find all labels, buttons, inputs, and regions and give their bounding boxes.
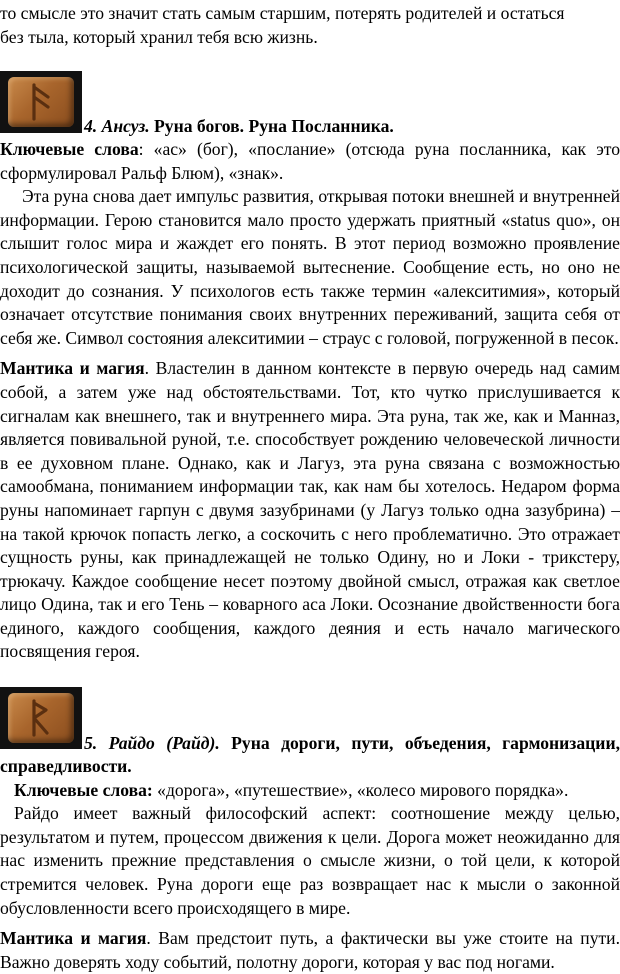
section-4-magic-paragraph: [0, 357, 620, 664]
raido-rune-icon: [0, 687, 82, 749]
section-4-magic-label: Мантика и магия: [0, 358, 145, 379]
section-5-magic-paragraph: [0, 927, 620, 974]
section-5-magic-label: Мантика и магия: [0, 928, 147, 949]
section-4-number-title: 4. Ансуз.: [84, 116, 150, 136]
section-4-keywords: [0, 138, 620, 185]
intro-line-1: то смысле это значит стать самым старшим, потерять родителей и остаться: [0, 3, 565, 23]
section-4-body: [0, 138, 620, 664]
section-5-number-title: 5. Райдо (Райд).: [84, 733, 220, 753]
section-5-subtitle-line-2: справедливости.: [0, 756, 132, 776]
section-4-keywords-text: : «ас» (бог), «послание» (отсюда руна посланника, как это сформулировал Ральф Блюм), «знак».: [0, 139, 620, 183]
section-5-keywords: [0, 779, 620, 803]
section-5-heading: [84, 732, 620, 756]
section-5-subtitle-line-1: Руна дороги, пути, объедения, гармонизации,: [219, 733, 620, 753]
section-5-magic-text: . Вам предстоит путь, а фактически вы уже стоите на пути. Важно доверять ходу событий, полотну дороги, которая у вас под ногами.: [0, 928, 620, 972]
ansuz-rune-icon: [0, 71, 82, 133]
section-4-keywords-label: Ключевые слова: [0, 139, 139, 159]
intro-line-2: без тыла, который хранил тебя всю жизнь.: [0, 26, 318, 47]
section-5-body: [0, 755, 620, 974]
intro-paragraph: [0, 2, 620, 49]
section-4-subtitle: Руна богов. Руна Посланника.: [149, 116, 394, 136]
section-4-paragraph-1: Эта руна снова дает импульс развития, открывая потоки внешней и внутренней информации. Герою становится мало просто удержать приятный «status quo», он слышит голос мира и жаждет его понять. В этот период возможно проявление психологической защиты, называемой вытеснение. Сообщение есть, но оно не доходит до сознания. У психологов есть также термин «алекситимия», который означает отсутствие понимания своих внутренних переживаний, защита себя от себя же. Символ состояния алекситимии – страус с головой, погруженной в песок.: [0, 186, 620, 348]
section-5-paragraph-1: Райдо имеет важный философский аспект: соотношение между целью, результатом и путем, процессом движения к цели. Дорога может неожиданно для нас изменить прежние представления о смысле жизни, о той цели, к которой стремится человек. Руна дороги еще раз возвращает нас к мысли о законной обусловленности всего происходящего в мире.: [0, 803, 620, 918]
section-5-keywords-text: «дорога», «путешествие», «колесо мирового порядка».: [152, 779, 569, 800]
section-5-keywords-label: Ключевые слова:: [14, 779, 153, 800]
section-4-heading: [84, 115, 394, 139]
section-4-magic-text: . Властелин в данном контексте в первую очередь над самим собой, а затем уже над обстоятельствами. Тот, кто чутко прислушивается к сигналам как внешнего, так и внутреннего мира. Эта руна, так же, как и Манназ, является повивальной руной, т.е. способствует рождению человеческой личности в ее духовном плане. Однако, как и Лагуз, эта руна связана с возможностью самообмана, пониманием информации так, как нам бы хотелось. Недаром форма руны напоминает гарпун с двумя зазубринами (у Лагуз только одна зазубрина) – на такой крючок попасть легко, а соскочить с него проблематично. Это отражает сущность руны, как принадлежащей не только Одину, но и Локи - трикстеру, трюкачу. Каждое сообщение несет поэтому двойной смысл, отражая как светлое лицо Одина, так и его Тень – коварного аса Локи. Осознание двойственности бога единого, каждого сообщения, каждого деяния и есть начало магического посвящения героя.: [0, 358, 620, 662]
